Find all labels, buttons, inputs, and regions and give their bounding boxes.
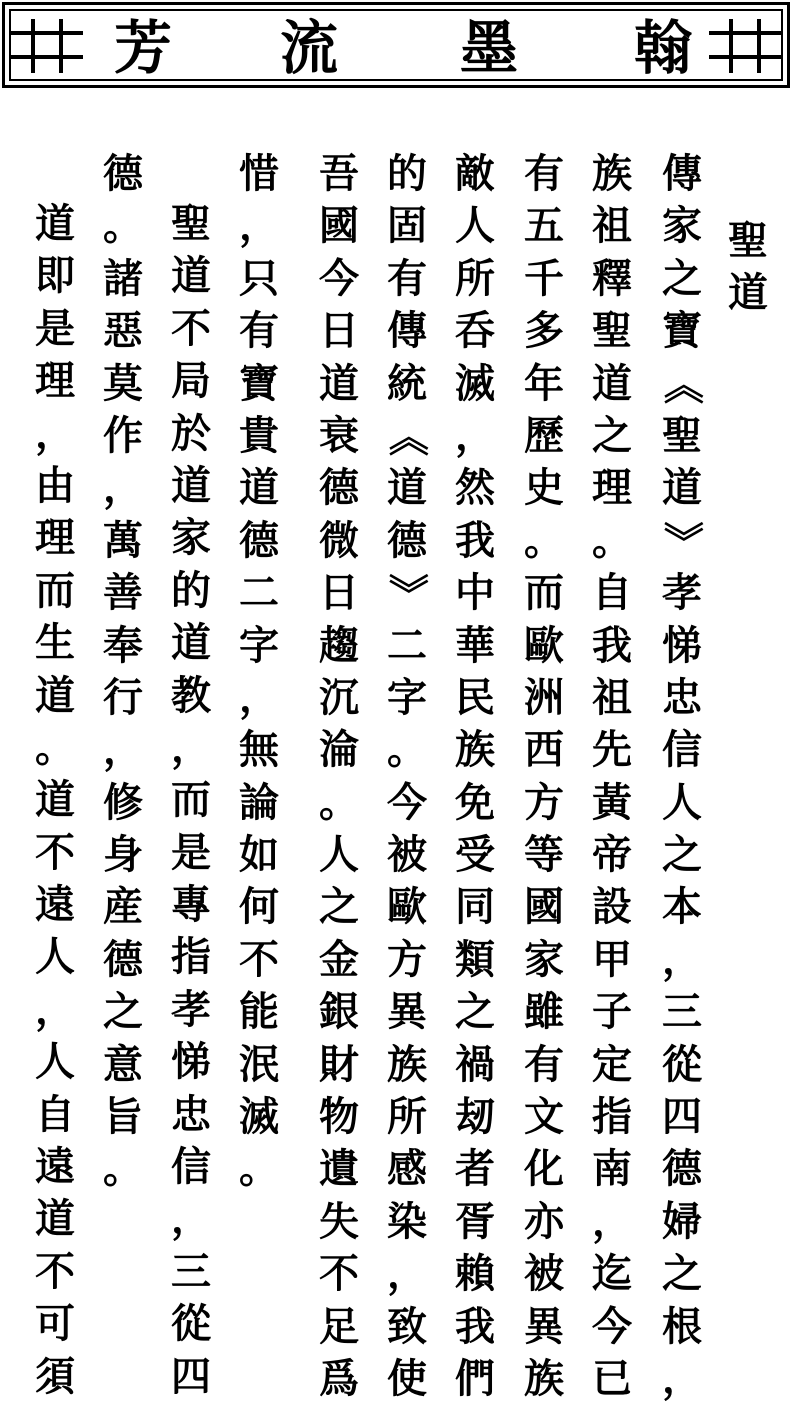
text-glyph: 我	[455, 1302, 495, 1350]
text-glyph: 族	[524, 1354, 564, 1402]
text-glyph: 本	[662, 883, 702, 931]
text-glyph: 免	[455, 778, 495, 826]
text-glyph: 方	[524, 778, 564, 826]
text-glyph: 日	[319, 569, 359, 617]
text-glyph: 物	[319, 1093, 359, 1141]
text-glyph: 德	[319, 464, 359, 512]
text-glyph: 三	[662, 988, 702, 1036]
text-glyph: 道	[171, 461, 211, 509]
text-glyph: 釋	[592, 254, 632, 302]
text-glyph: ，	[662, 935, 702, 983]
text-glyph: 論	[239, 778, 279, 826]
text-glyph: 設	[592, 883, 632, 931]
text-glyph: 道	[35, 200, 75, 247]
text-glyph: 中	[455, 569, 495, 617]
text-glyph: 悌	[171, 1038, 211, 1086]
text-glyph: 族	[387, 1040, 427, 1088]
text-glyph: 史	[524, 464, 564, 512]
text-glyph: 萬	[103, 516, 143, 564]
text-glyph: 聖	[592, 307, 632, 355]
text-glyph: 德	[387, 516, 427, 564]
text-glyph: 由	[35, 461, 75, 509]
text-column	[309, 148, 369, 1405]
text-glyph: 道	[35, 1195, 75, 1243]
text-glyph: 之	[592, 411, 632, 459]
text-glyph: 家	[171, 514, 211, 562]
text-column	[93, 148, 153, 1196]
text-glyph: 。	[103, 202, 143, 250]
text-glyph: 歐	[524, 621, 564, 669]
text-glyph: 惜	[239, 150, 279, 197]
text-glyph: ，	[239, 202, 279, 250]
text-glyph: 。	[103, 1145, 143, 1193]
text-column	[377, 148, 437, 1405]
text-glyph: 道	[35, 671, 75, 719]
text-glyph: ，	[103, 726, 143, 774]
text-glyph: 歷	[524, 411, 564, 459]
text-glyph: ，	[35, 985, 75, 1033]
text-glyph: 今	[592, 1302, 632, 1350]
text-glyph: 婦	[662, 1197, 702, 1245]
text-glyph: 不	[35, 1247, 75, 1295]
text-glyph: 於	[171, 409, 211, 457]
text-glyph: ，	[35, 409, 75, 457]
banner-title-char: 墨	[459, 14, 518, 82]
text-glyph: 德	[239, 516, 279, 564]
text-glyph: 使	[387, 1354, 427, 1402]
text-glyph: 人	[662, 778, 702, 826]
text-glyph: 吾	[319, 150, 359, 197]
text-glyph: 黃	[592, 778, 632, 826]
text-glyph: 傳	[387, 307, 427, 355]
text-glyph: 國	[524, 883, 564, 931]
text-glyph: 道	[171, 252, 211, 300]
text-glyph: 固	[387, 202, 427, 250]
text-glyph: 等	[524, 831, 564, 879]
text-glyph: 我	[592, 621, 632, 669]
text-glyph: ，	[103, 464, 143, 512]
text-glyph: 忠	[662, 673, 702, 721]
text-glyph: 之	[662, 831, 702, 879]
text-glyph: 德	[103, 935, 143, 983]
text-glyph: 遠	[35, 1143, 75, 1191]
text-glyph: 孝	[662, 569, 702, 617]
text-glyph: 民	[455, 673, 495, 721]
text-glyph: 人	[35, 1038, 75, 1086]
fret-ornament-right-icon	[709, 11, 781, 79]
text-glyph: 是	[35, 304, 75, 352]
text-glyph: 趨	[319, 621, 359, 669]
text-glyph: 從	[171, 1300, 211, 1348]
text-glyph: 道	[239, 464, 279, 512]
text-glyph: 聖	[171, 200, 211, 247]
text-glyph: 感	[387, 1145, 427, 1193]
text-glyph: 有	[239, 307, 279, 355]
text-glyph: 局	[171, 357, 211, 405]
text-glyph: 今	[387, 778, 427, 826]
text-glyph: 》	[384, 573, 432, 614]
text-glyph: 歐	[387, 883, 427, 931]
text-glyph: 衰	[319, 411, 359, 459]
text-glyph: 刼	[455, 1093, 495, 1141]
text-glyph: 是	[171, 828, 211, 876]
text-glyph: 我	[455, 516, 495, 564]
text-glyph: 金	[319, 935, 359, 983]
text-glyph: 道	[728, 269, 768, 317]
text-glyph: 先	[592, 726, 632, 774]
text-glyph: 淪	[319, 726, 359, 774]
text-glyph: 傳	[662, 150, 702, 197]
text-glyph: 諸	[103, 254, 143, 302]
text-glyph: 《	[384, 416, 432, 457]
text-glyph: 失	[319, 1197, 359, 1245]
banner-title-char: 芳	[113, 14, 172, 82]
text-glyph: 之	[455, 988, 495, 1036]
text-glyph: 遺	[319, 1145, 359, 1193]
text-glyph: 迄	[592, 1250, 632, 1298]
text-glyph: 微	[319, 516, 359, 564]
text-glyph: 已	[592, 1354, 632, 1402]
text-glyph: 滅	[455, 359, 495, 407]
text-glyph: 西	[524, 726, 564, 774]
text-glyph: 教	[171, 671, 211, 719]
text-glyph: 有	[524, 1040, 564, 1088]
text-glyph: 悌	[662, 621, 702, 669]
text-glyph: 甲	[592, 935, 632, 983]
text-glyph: 道	[171, 619, 211, 667]
article-title	[718, 215, 778, 320]
text-glyph: 字	[387, 673, 427, 721]
text-glyph: 受	[455, 831, 495, 879]
text-glyph: 作	[103, 411, 143, 459]
text-glyph: 胥	[455, 1197, 495, 1245]
text-glyph: 四	[171, 1352, 211, 1400]
text-glyph: 爲	[319, 1354, 359, 1402]
text-glyph: 族	[592, 150, 632, 197]
text-glyph: 們	[455, 1354, 495, 1402]
text-glyph: ，	[239, 673, 279, 721]
text-glyph: 道	[592, 359, 632, 407]
text-glyph: 家	[662, 202, 702, 250]
text-glyph: 之	[319, 883, 359, 931]
text-glyph: 的	[171, 566, 211, 614]
text-glyph: 族	[455, 726, 495, 774]
text-glyph: 被	[524, 1250, 564, 1298]
text-glyph: 道	[35, 776, 75, 824]
text-glyph: 禍	[455, 1040, 495, 1088]
text-glyph: 而	[524, 569, 564, 617]
text-glyph: 寶	[662, 307, 702, 355]
text-column	[25, 198, 85, 1403]
text-glyph: 指	[592, 1093, 632, 1141]
text-glyph: 三	[171, 1247, 211, 1295]
text-glyph: 意	[103, 1040, 143, 1088]
text-glyph: 寶	[239, 359, 279, 407]
text-glyph: 道	[319, 359, 359, 407]
text-glyph: 日	[319, 307, 359, 355]
text-glyph: 今	[319, 254, 359, 302]
text-glyph: 》	[659, 520, 707, 561]
text-glyph: 人	[455, 202, 495, 250]
text-glyph: 染	[387, 1197, 427, 1245]
text-glyph: 從	[662, 1040, 702, 1088]
text-glyph: 無	[239, 726, 279, 774]
text-glyph: 而	[35, 566, 75, 614]
text-glyph: 之	[662, 254, 702, 302]
text-glyph: ，	[592, 1197, 632, 1245]
text-glyph: 銀	[319, 988, 359, 1036]
text-glyph: ，	[662, 1354, 702, 1402]
text-glyph: 旨	[103, 1093, 143, 1141]
text-glyph: 不	[319, 1250, 359, 1298]
text-glyph: 敵	[455, 150, 495, 197]
text-glyph: 而	[171, 776, 211, 824]
text-glyph: 只	[239, 254, 279, 302]
text-glyph: 能	[239, 988, 279, 1036]
text-glyph: 孝	[171, 985, 211, 1033]
text-glyph: 人	[319, 831, 359, 879]
text-glyph: 理	[35, 514, 75, 562]
text-glyph: 不	[239, 935, 279, 983]
text-glyph: 定	[592, 1040, 632, 1088]
text-glyph: 理	[35, 357, 75, 405]
text-column	[582, 148, 642, 1405]
text-glyph: ，	[387, 1250, 427, 1298]
text-glyph: 二	[387, 621, 427, 669]
text-glyph: 聖	[662, 411, 702, 459]
text-glyph: 聖	[728, 217, 768, 264]
text-glyph: 賴	[455, 1250, 495, 1298]
text-glyph: 異	[387, 988, 427, 1036]
text-glyph: 信	[662, 726, 702, 774]
text-glyph: 然	[455, 464, 495, 512]
text-glyph: 自	[35, 1090, 75, 1138]
text-glyph: 雖	[524, 988, 564, 1036]
text-column	[229, 148, 289, 1196]
text-glyph: 如	[239, 831, 279, 879]
text-glyph: 行	[103, 673, 143, 721]
text-glyph: 異	[524, 1302, 564, 1350]
text-glyph: 。	[319, 778, 359, 826]
text-glyph: 《	[659, 363, 707, 404]
text-glyph: 生	[35, 619, 75, 667]
text-glyph: 子	[592, 988, 632, 1036]
text-glyph: 根	[662, 1302, 702, 1350]
text-glyph: 五	[524, 202, 564, 250]
text-glyph: 指	[171, 933, 211, 981]
text-glyph: 被	[387, 831, 427, 879]
text-glyph: 滅	[239, 1093, 279, 1141]
text-glyph: 貴	[239, 411, 279, 459]
text-glyph: 所	[455, 254, 495, 302]
text-glyph: 。	[239, 1145, 279, 1193]
text-glyph: 泯	[239, 1040, 279, 1088]
text-glyph: ，	[171, 723, 211, 771]
text-column	[445, 148, 505, 1405]
text-glyph: 德	[103, 150, 143, 197]
text-glyph: 字	[239, 621, 279, 669]
text-glyph: 德	[662, 1145, 702, 1193]
text-glyph: 財	[319, 1040, 359, 1088]
text-glyph: 四	[662, 1093, 702, 1141]
text-glyph: 可	[35, 1300, 75, 1348]
text-glyph: 專	[171, 881, 211, 929]
text-glyph: 亦	[524, 1197, 564, 1245]
text-glyph: 家	[524, 935, 564, 983]
text-glyph: 足	[319, 1302, 359, 1350]
text-glyph: 理	[592, 464, 632, 512]
text-glyph: 國	[319, 202, 359, 250]
text-glyph: 身	[103, 831, 143, 879]
fret-ornament-left-icon	[11, 11, 83, 79]
text-glyph: 祖	[592, 673, 632, 721]
text-glyph: 文	[524, 1093, 564, 1141]
text-glyph: 千	[524, 254, 564, 302]
text-glyph: 。	[387, 726, 427, 774]
text-glyph: 年	[524, 359, 564, 407]
text-glyph: 呑	[455, 307, 495, 355]
text-glyph: 有	[524, 150, 564, 197]
text-glyph: 信	[171, 1143, 211, 1191]
text-glyph: 方	[387, 935, 427, 983]
text-glyph: 何	[239, 883, 279, 931]
text-glyph: 人	[35, 933, 75, 981]
text-glyph: 之	[662, 1250, 702, 1298]
text-glyph: 帝	[592, 831, 632, 879]
header-banner	[2, 2, 790, 88]
text-glyph: 須	[35, 1352, 75, 1400]
text-glyph: 不	[171, 304, 211, 352]
text-column	[652, 148, 712, 1405]
text-glyph: 者	[455, 1145, 495, 1193]
text-glyph: 沉	[319, 673, 359, 721]
text-glyph: 奉	[103, 621, 143, 669]
text-glyph: 惡	[103, 307, 143, 355]
text-glyph: 。	[35, 723, 75, 771]
text-glyph: 類	[455, 935, 495, 983]
text-glyph: 不	[35, 828, 75, 876]
text-glyph: 二	[239, 569, 279, 617]
text-glyph: 産	[103, 883, 143, 931]
text-glyph: 善	[103, 569, 143, 617]
text-glyph: 洲	[524, 673, 564, 721]
text-glyph: 化	[524, 1145, 564, 1193]
text-glyph: 。	[524, 516, 564, 564]
text-glyph: 多	[524, 307, 564, 355]
text-glyph: 南	[592, 1145, 632, 1193]
text-glyph: 有	[387, 254, 427, 302]
text-glyph: 道	[387, 464, 427, 512]
text-column	[161, 198, 221, 1403]
text-glyph: 華	[455, 621, 495, 669]
text-glyph: 致	[387, 1302, 427, 1350]
text-glyph: 自	[592, 569, 632, 617]
text-glyph: 統	[387, 359, 427, 407]
text-column	[514, 148, 574, 1405]
text-glyph: 所	[387, 1093, 427, 1141]
banner-title-char: 翰	[633, 14, 692, 82]
banner-title-char: 流	[279, 14, 338, 82]
text-glyph: 之	[103, 988, 143, 1036]
text-glyph: ，	[455, 411, 495, 459]
text-glyph: 遠	[35, 881, 75, 929]
text-glyph: 的	[387, 150, 427, 197]
text-glyph: 忠	[171, 1090, 211, 1138]
text-glyph: 同	[455, 883, 495, 931]
text-glyph: 修	[103, 778, 143, 826]
text-glyph: 道	[662, 464, 702, 512]
text-glyph: 莫	[103, 359, 143, 407]
text-glyph: 即	[35, 252, 75, 300]
text-glyph: 祖	[592, 202, 632, 250]
text-glyph: ，	[171, 1195, 211, 1243]
text-glyph: 。	[592, 516, 632, 564]
